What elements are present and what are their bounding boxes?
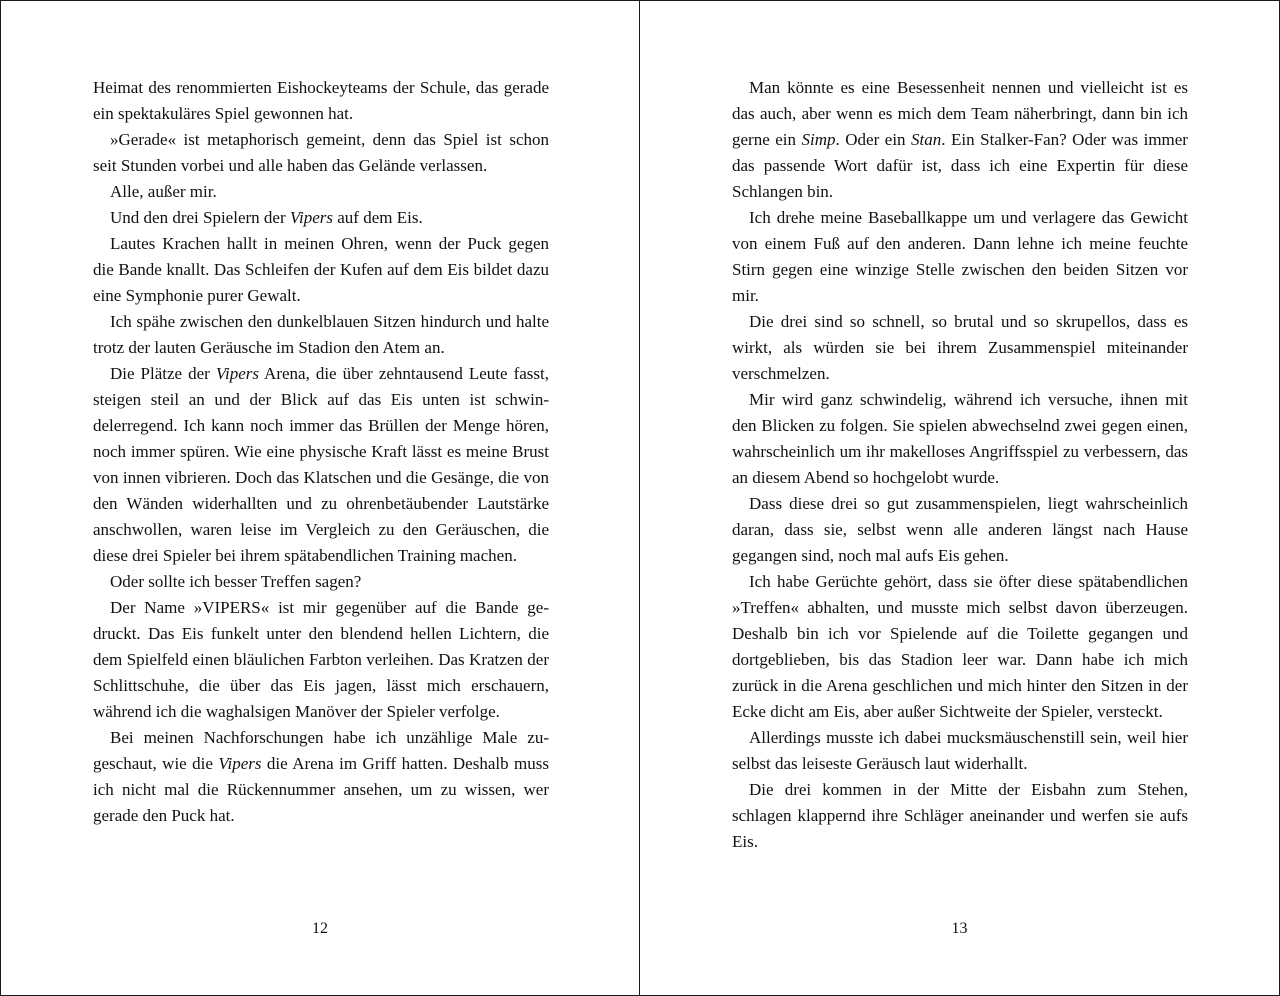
paragraph: Allerdings musste ich dabei mucksmäuschenstill sein, weil hier selbst das leiseste Geräusch laut widerhallt.	[732, 728, 1188, 773]
paragraph: Die drei sind so schnell, so brutal und so skrupellos, dass es wirkt, als würden sie bei ihrem Zusammenspiel miteinander verschmelzen.	[732, 312, 1188, 383]
paragraph: Mir wird ganz schwindelig, während ich versuche, ihnen mit den Blicken zu folgen. Sie spielen abwechselnd zwei gegen einen, wahrscheinlich um ihr makelloses Angriffsspiel zu verbessern, das an diesem Abend so hochgelobt wurde.	[732, 390, 1188, 487]
paragraph: »Gerade« ist metaphorisch gemeint, denn das Spiel ist schon seit Stunden vorbei und alle haben das Gelände verlassen.	[93, 130, 549, 175]
page-number: 12	[312, 920, 328, 937]
paragraph: Man könnte es eine Besessenheit nennen und vielleicht ist es das auch, aber wenn es mich dem Team näherbringt, dann bin ich gerne ein Simp. Oder ein Stan. Ein Stalker-Fan? Oder was immer das passende Wort dafür ist, dass ich eine Expertin für diese Schlangen bin.	[732, 78, 1188, 201]
page-number: 13	[951, 920, 968, 937]
left-page	[1, 1, 640, 995]
paragraph: Lautes Krachen hallt in meinen Ohren, wenn der Puck gegen die Bande knallt. Das Schleifen der Kufen auf dem Eis bildet dazu eine Symphonie purer Gewalt.	[93, 234, 549, 305]
paragraph: Oder sollte ich besser Treffen sagen?	[110, 572, 362, 591]
paragraph: Ich habe Gerüchte gehört, dass sie öfter diese spätabendlichen »Treffen« abhalten, und musste mich selbst davon überzeugen. Deshalb bin ich vor Spielende auf die Toilette gegangen und dortgeblieben, bis das Stadion leer war. Dann habe ich mich zurück in die Arena geschlichen und mich hinter den Sitzen in der Ecke dicht am Eis, aber außer Sichtweite der Spieler, versteckt.	[732, 572, 1188, 721]
paragraph: Heimat des renommierten Eishockeyteams der Schule, das gerade ein spektakuläres Spiel gewonnen hat.	[93, 78, 549, 123]
right-page-text	[732, 75, 1188, 855]
paragraph: Bei meinen Nachforschungen habe ich unzählige Male zugeschaut, wie die Vipers die Arena im Griff hatten. Deshalb muss ich nicht mal die Rückennummer ansehen, um zu wissen, wer gerade den Puck hat.	[93, 728, 549, 825]
paragraph: Ich spähe zwischen den dunkelblauen Sitzen hindurch und halte trotz der lauten Geräusche im Stadion den Atem an.	[93, 312, 549, 357]
paragraph: Alle, außer mir.	[110, 182, 217, 201]
paragraph: Die Plätze der Vipers Arena, die über zehntausend Leute fasst, steigen steil an und der Blick auf das Eis unten ist schwindelerregend. Ich kann noch immer das Brüllen der Menge hören, noch immer spüren. Wie eine physische Kraft lässt es meine Brust von innen vibrieren. Doch das Klatschen und die Gesänge, die von den Wänden widerhallten und zu ohrenbetäubender Lautstärke anschwollen, waren leise im Vergleich zu den Geräuschen, die diese drei Spieler bei ihrem spätabendlichen Training machen.	[93, 364, 549, 565]
paragraph: Dass diese drei so gut zusammenspielen, liegt wahrscheinlich daran, dass sie, selbst wenn alle anderen längst nach Hause gegangen sind, noch mal aufs Eis gehen.	[732, 494, 1188, 565]
right-page	[640, 1, 1279, 995]
paragraph: Der Name »VIPERS« ist mir gegenüber auf die Bande gedruckt. Das Eis funkelt unter den blendend hellen Lichtern, die dem Spielfeld einen bläulichen Farbton verleihen. Das Kratzen der Schlittschuhe, die über das Eis jagen, lässt mich erschauern, während ich die waghalsigen Manöver der Spieler verfolge.	[93, 598, 549, 721]
paragraph: Die drei kommen in der Mitte der Eisbahn zum Stehen, schlagen klappernd ihre Schläger aneinander und werfen sie aufs Eis.	[732, 780, 1188, 851]
paragraph: Und den drei Spielern der Vipers auf dem Eis.	[110, 208, 423, 227]
left-page-text	[93, 75, 549, 829]
paragraph: Ich drehe meine Baseballkappe um und verlagere das Gewicht von einem Fuß auf den anderen. Dann lehne ich meine feuchte Stirn gegen eine winzige Stelle zwischen den beiden Sitzen vor mir.	[732, 208, 1188, 305]
